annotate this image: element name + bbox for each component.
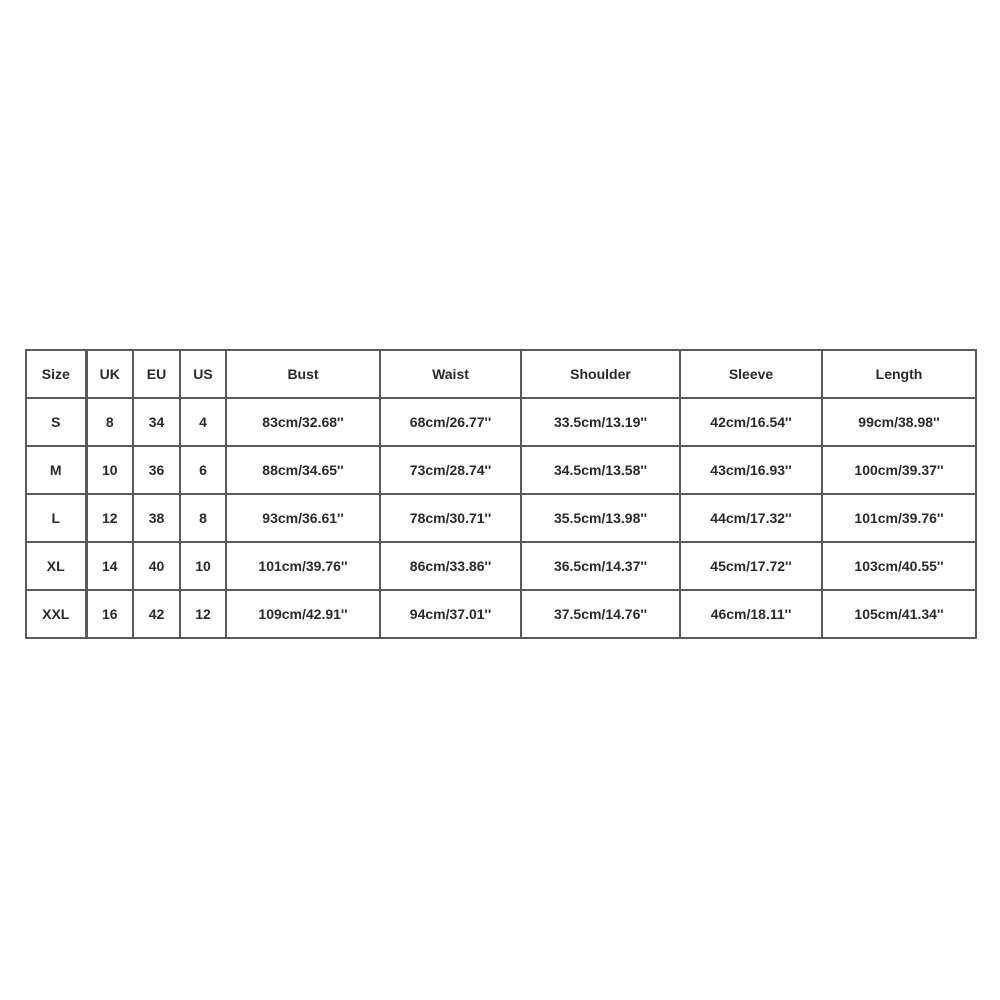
table-cell: 101cm/39.76'' — [822, 494, 976, 542]
table-cell: XL — [26, 542, 86, 590]
table-row — [26, 398, 976, 446]
table-cell: 40 — [133, 542, 180, 590]
header-cell-shoulder: Shoulder — [521, 350, 680, 398]
table-cell: 36 — [133, 446, 180, 494]
header-cell-size: Size — [26, 350, 86, 398]
table-cell: 16 — [86, 590, 133, 638]
header-cell-uk: UK — [86, 350, 133, 398]
table-cell: 109cm/42.91'' — [226, 590, 380, 638]
table-cell: 44cm/17.32'' — [680, 494, 822, 542]
table-cell: 103cm/40.55'' — [822, 542, 976, 590]
table-cell: 36.5cm/14.37'' — [521, 542, 680, 590]
table-cell: 8 — [180, 494, 226, 542]
table-row — [26, 446, 976, 494]
header-cell-sleeve: Sleeve — [680, 350, 822, 398]
table-cell: 10 — [180, 542, 226, 590]
table-cell: XXL — [26, 590, 86, 638]
table-cell: 42 — [133, 590, 180, 638]
table-cell: 8 — [86, 398, 133, 446]
table-cell: 6 — [180, 446, 226, 494]
header-cell-bust: Bust — [226, 350, 380, 398]
table-row — [26, 494, 976, 542]
table-cell: 10 — [86, 446, 133, 494]
header-cell-us: US — [180, 350, 226, 398]
table-cell: 14 — [86, 542, 133, 590]
header-cell-length: Length — [822, 350, 976, 398]
table-cell: 94cm/37.01'' — [380, 590, 521, 638]
table-cell: 33.5cm/13.19'' — [521, 398, 680, 446]
table-row — [26, 590, 976, 638]
table-cell: 42cm/16.54'' — [680, 398, 822, 446]
table-cell: L — [26, 494, 86, 542]
table-cell: 46cm/18.11'' — [680, 590, 822, 638]
table-cell: 68cm/26.77'' — [380, 398, 521, 446]
table-cell: 99cm/38.98'' — [822, 398, 976, 446]
table-cell: 83cm/32.68'' — [226, 398, 380, 446]
table-cell: 4 — [180, 398, 226, 446]
table-cell: 12 — [86, 494, 133, 542]
table-cell: 93cm/36.61'' — [226, 494, 380, 542]
table-cell: 78cm/30.71'' — [380, 494, 521, 542]
table-cell: 105cm/41.34'' — [822, 590, 976, 638]
table-cell: 38 — [133, 494, 180, 542]
header-cell-eu: EU — [133, 350, 180, 398]
header-cell-waist: Waist — [380, 350, 521, 398]
table-cell: 86cm/33.86'' — [380, 542, 521, 590]
table-cell: 43cm/16.93'' — [680, 446, 822, 494]
table-cell: 34.5cm/13.58'' — [521, 446, 680, 494]
table-cell: 37.5cm/14.76'' — [521, 590, 680, 638]
table-cell: 100cm/39.37'' — [822, 446, 976, 494]
table-cell: 12 — [180, 590, 226, 638]
table-cell: 34 — [133, 398, 180, 446]
header-row — [26, 350, 976, 398]
table-cell: 88cm/34.65'' — [226, 446, 380, 494]
table-cell: 73cm/28.74'' — [380, 446, 521, 494]
table-cell: M — [26, 446, 86, 494]
size-chart-table — [25, 349, 977, 639]
table-cell: 101cm/39.76'' — [226, 542, 380, 590]
table-cell: S — [26, 398, 86, 446]
table-row — [26, 542, 976, 590]
table-cell: 45cm/17.72'' — [680, 542, 822, 590]
table-cell: 35.5cm/13.98'' — [521, 494, 680, 542]
